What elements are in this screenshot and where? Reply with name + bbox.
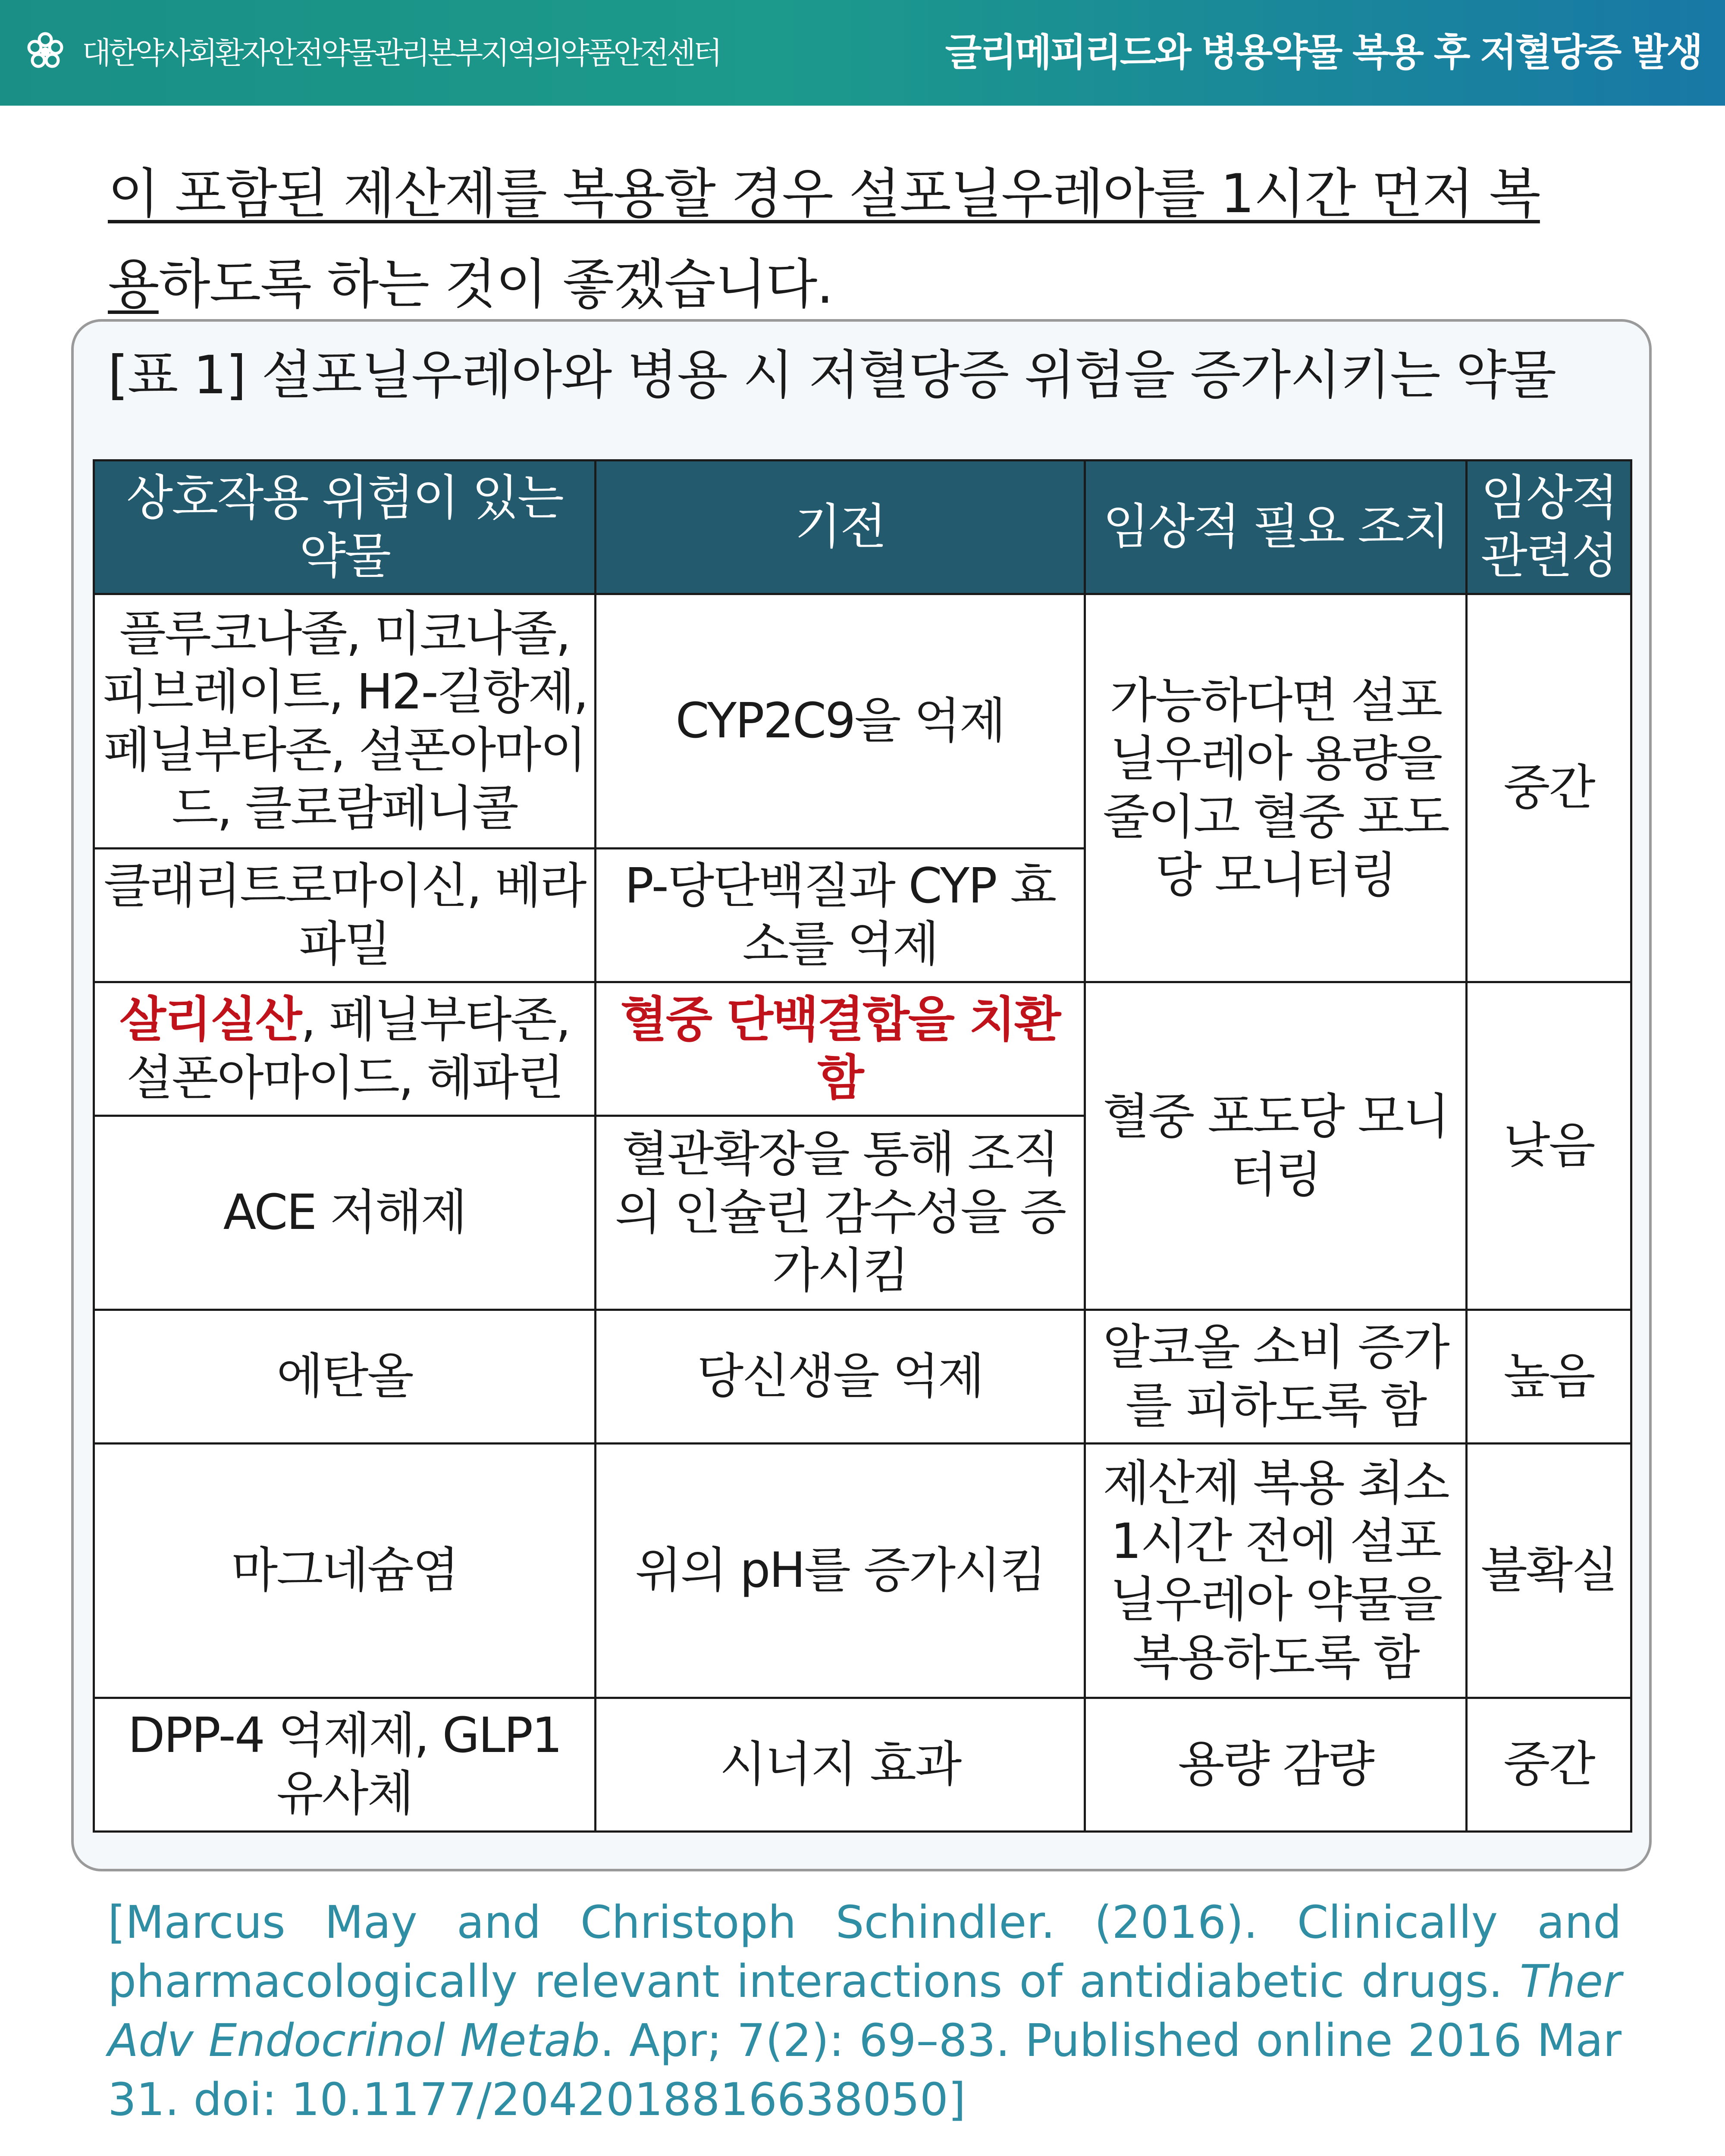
highlight-salicylic-acid: 살리실산 xyxy=(119,991,301,1048)
cell-drugs-rest: , 페닐부타존, 설폰아마이드, 헤파린 xyxy=(126,991,570,1106)
cell-drugs: 플루코나졸, 미코나졸, 피브레이트, H2-길항제, 페닐부타존, 설폰아마이드, 클로람페니콜 xyxy=(94,594,596,849)
header-relevance: 임상적 관련성 xyxy=(1467,461,1631,594)
table-row xyxy=(94,1444,1631,1698)
cell-drugs xyxy=(94,982,596,1116)
table-row xyxy=(94,594,1631,849)
intro-line-1: 이 포함된 제산제를 복용할 경우 설포닐우레아를 1시간 먼저 복 xyxy=(108,163,1540,225)
cell-mechanism-highlight: 혈중 단백결합을 치환함 xyxy=(596,982,1085,1116)
table-row xyxy=(94,982,1631,1116)
cell-action: 알코올 소비 증가를 피하도록 함 xyxy=(1085,1310,1467,1444)
citation-journal: Ther Adv Endocrinol Metab xyxy=(108,1955,1622,2067)
page-header xyxy=(0,0,1725,106)
citation-text-1: [Marcus May and Christoph Schindler. (2016). Clinically and pharmacologically relevant interactions of antidiabetic drugs. xyxy=(108,1896,1622,2008)
cell-relevance: 낮음 xyxy=(1467,982,1631,1310)
kpa-flower-logo-icon xyxy=(22,30,68,73)
table-row xyxy=(94,1310,1631,1444)
table-row xyxy=(94,1698,1631,1832)
cell-drugs: 클래리트로마이신, 베라파밀 xyxy=(94,849,596,982)
cell-relevance: 중간 xyxy=(1467,594,1631,982)
cell-drugs: DPP-4 억제제, GLP1 유사체 xyxy=(94,1698,596,1832)
citation-text-2: . Apr; 7(2): 69–83. Published online 2016 Mar 31. doi: 10.1177/2042018816638050] xyxy=(108,2014,1622,2126)
document-title: 글리메피리드와 병용약물 복용 후 저혈당증 발생 xyxy=(945,30,1701,75)
cell-drugs: ACE 저해제 xyxy=(94,1116,596,1310)
table-caption: [표 1] 설포닐우레아와 병용 시 저혈당증 위험을 증가시키는 약물 xyxy=(108,345,1556,406)
cell-relevance: 높음 xyxy=(1467,1310,1631,1444)
header-mechanism: 기전 xyxy=(596,461,1085,594)
reference-citation xyxy=(108,1893,1622,2129)
header-drugs: 상호작용 위험이 있는 약물 xyxy=(94,461,596,594)
cell-mechanism: 시너지 효과 xyxy=(596,1698,1085,1832)
cell-action: 용량 감량 xyxy=(1085,1698,1467,1832)
intro-line-2: 하도록 하는 것이 좋겠습니다. xyxy=(158,254,833,316)
cell-action: 혈중 포도당 모니터링 xyxy=(1085,982,1467,1310)
cell-relevance: 중간 xyxy=(1467,1698,1631,1832)
drug-interaction-table xyxy=(93,459,1632,1833)
cell-mechanism: 혈관확장을 통해 조직의 인슐린 감수성을 증가시킴 xyxy=(596,1116,1085,1310)
cell-relevance: 불확실 xyxy=(1467,1444,1631,1698)
cell-mechanism: P-당단백질과 CYP 효소를 억제 xyxy=(596,849,1085,982)
cell-drugs: 에탄올 xyxy=(94,1310,596,1444)
table-header-row xyxy=(94,461,1631,594)
intro-line-2-underlined: 용 xyxy=(108,254,159,316)
organization-name: 대한약사회환자안전약물관리본부지역의약품안전센터 xyxy=(82,35,720,71)
cell-drugs: 마그네슘염 xyxy=(94,1444,596,1698)
cell-mechanism: CYP2C9을 억제 xyxy=(596,594,1085,849)
cell-mechanism: 당신생을 억제 xyxy=(596,1310,1085,1444)
cell-mechanism: 위의 pH를 증가시킴 xyxy=(596,1444,1085,1698)
cell-action: 제산제 복용 최소 1시간 전에 설포닐우레아 약물을 복용하도록 함 xyxy=(1085,1444,1467,1698)
header-action: 임상적 필요 조치 xyxy=(1085,461,1467,594)
intro-paragraph xyxy=(108,149,1660,330)
cell-action: 가능하다면 설포닐우레아 용량을 줄이고 혈중 포도당 모니터링 xyxy=(1085,594,1467,982)
